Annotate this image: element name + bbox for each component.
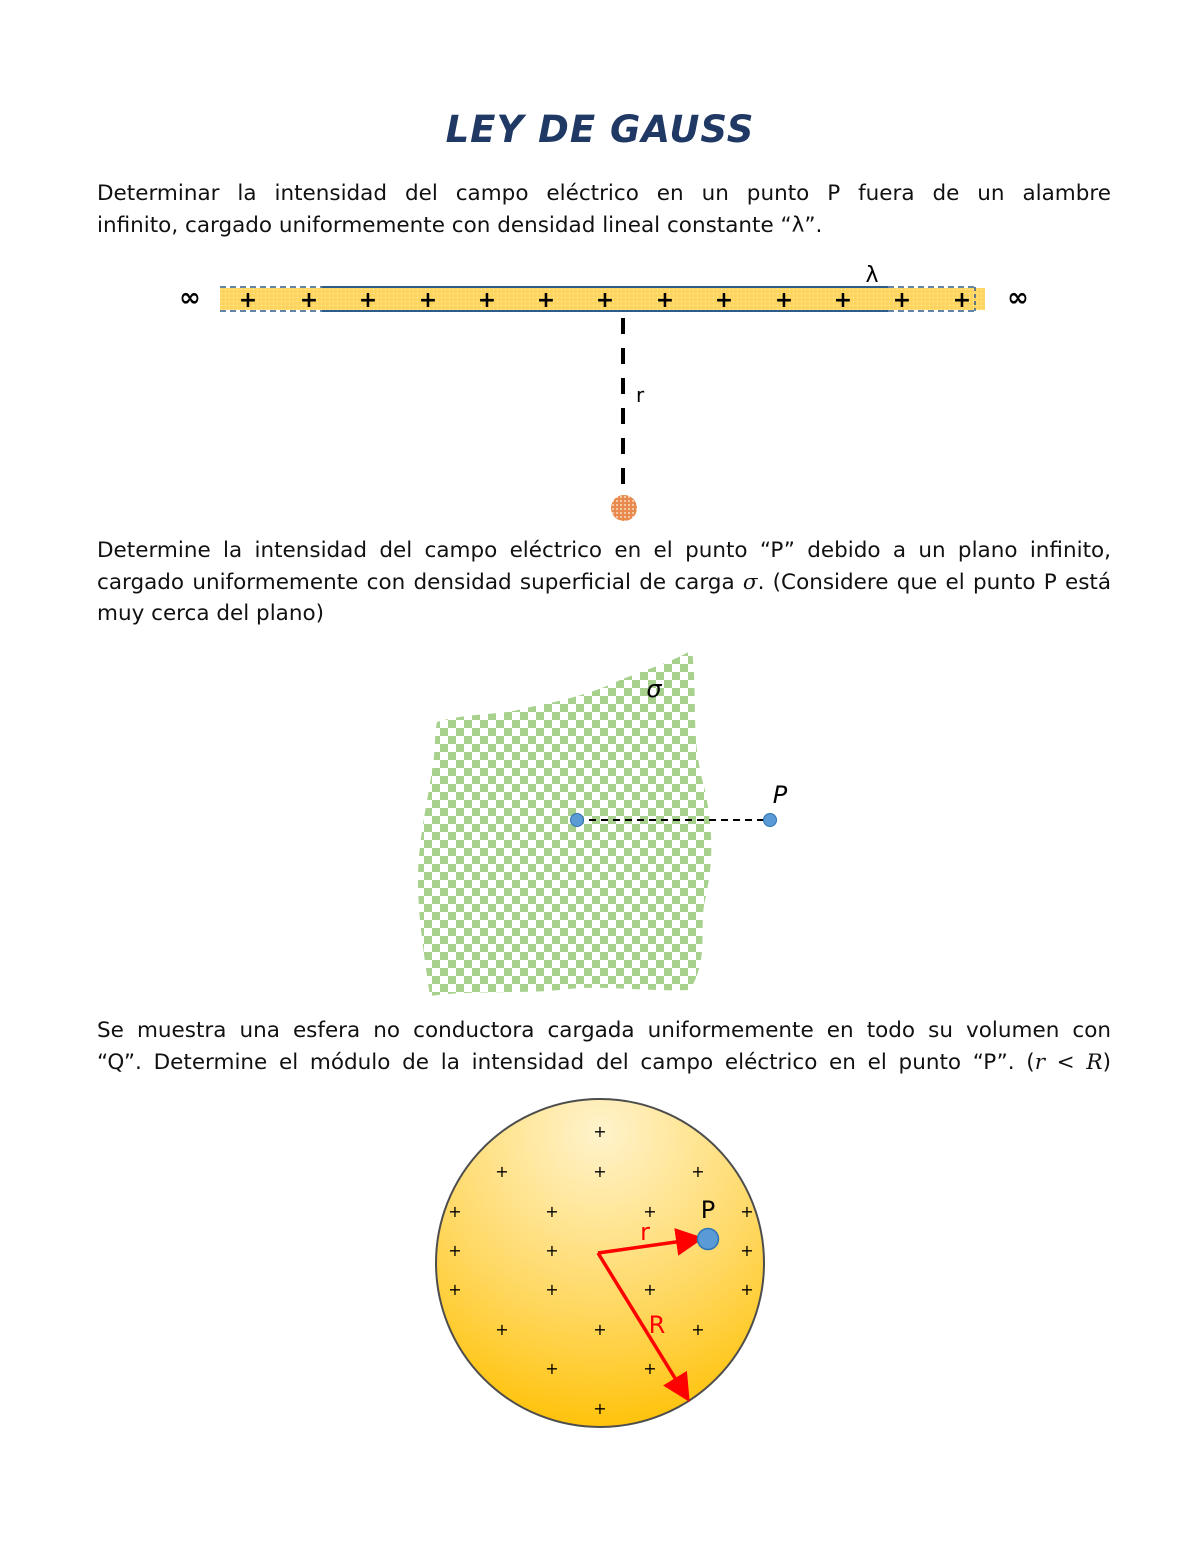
sphere-charge-plus: + xyxy=(495,1320,509,1339)
wire-charge-plus: + xyxy=(833,288,853,313)
sphere-charge-plus: + xyxy=(740,1202,754,1221)
sphere-charge-plus: + xyxy=(740,1280,754,1299)
sphere-charge-plus: + xyxy=(448,1280,462,1299)
plane-diagram xyxy=(418,650,788,996)
sphere-charge-plus: + xyxy=(691,1162,705,1181)
wire-charge-plus: + xyxy=(299,288,319,313)
sphere-charge-plus: + xyxy=(593,1122,607,1141)
wire-charge-plus: + xyxy=(774,288,794,313)
problem1-line1: Determinar la intensidad del campo eléctrico en un punto P fuera de un alambre xyxy=(97,181,1111,206)
point-p-marker xyxy=(764,814,777,827)
sphere-charge-plus: + xyxy=(740,1241,754,1260)
problem3-line1: Se muestra una esfera no conductora cargada uniformemente en todo su volumen con xyxy=(97,1018,1111,1043)
wire-charge-plus: + xyxy=(952,288,972,313)
sphere-charge-plus: + xyxy=(643,1280,657,1299)
problem3-line2-part2: ) xyxy=(1102,1049,1111,1075)
point-p-marker xyxy=(611,495,637,521)
sphere-p-label: P xyxy=(700,1196,716,1224)
page-title: LEY DE GAUSS xyxy=(445,108,755,151)
sphere-charge-plus: + xyxy=(545,1241,559,1260)
sphere-charge-plus: + xyxy=(545,1202,559,1221)
wire-charge-plus: + xyxy=(358,288,378,313)
wire-charge-plus: + xyxy=(477,288,497,313)
charged-sphere xyxy=(436,1099,764,1427)
plane-point xyxy=(571,814,584,827)
wire-charge-plus: + xyxy=(536,288,556,313)
sphere-diagram xyxy=(436,1099,764,1427)
r-label: r xyxy=(636,383,645,407)
sphere-charge-plus: + xyxy=(448,1202,462,1221)
infinity-left-symbol: ∞ xyxy=(179,283,201,313)
sphere-charge-plus: + xyxy=(448,1241,462,1260)
problem1-line2: infinito, cargado uniformemente con densidad lineal constante “λ”. xyxy=(97,212,823,238)
wire-charge-plus: + xyxy=(238,288,258,313)
sphere-charge-plus: + xyxy=(593,1399,607,1418)
sphere-charge-plus: + xyxy=(593,1162,607,1181)
sphere-charge-plus: + xyxy=(545,1280,559,1299)
infinity-right-symbol: ∞ xyxy=(1007,283,1029,313)
wire-charge-plus: + xyxy=(655,288,675,313)
wire-charge-plus: + xyxy=(714,288,734,313)
sphere-R-label: R xyxy=(648,1311,666,1339)
wire-charge-plus: + xyxy=(892,288,912,313)
point-p-marker xyxy=(698,1229,719,1250)
sphere-charge-plus: + xyxy=(643,1202,657,1221)
wire-charge-plus: + xyxy=(595,288,615,313)
sphere-charge-plus: + xyxy=(593,1320,607,1339)
sphere-charge-plus: + xyxy=(643,1359,657,1378)
problem2-text-part1: Determine la intensidad del campo eléctrico en el punto “P” debido a un plano infinito, cargado uniformemente con densidad superficial de carga xyxy=(97,538,1111,595)
wire-charge-plus: + xyxy=(418,288,438,313)
sphere-r-label: r xyxy=(640,1218,650,1246)
problem2-sigma-inline: σ xyxy=(742,569,758,595)
problem2-text-part2: . (Considere que el punto P está muy cerca del plano) xyxy=(97,569,1111,626)
charged-plane xyxy=(418,650,711,996)
problem3-line2-part1: “Q”. Determine el módulo de la intensidad del campo eléctrico en el punto “P”. ( xyxy=(97,1049,1035,1075)
problem3-condition: r < R xyxy=(1034,1049,1103,1075)
lambda-label: λ xyxy=(865,263,879,288)
sigma-label: σ xyxy=(646,675,662,703)
wire-diagram xyxy=(179,263,1029,521)
sphere-charge-plus: + xyxy=(545,1359,559,1378)
sphere-charge-plus: + xyxy=(691,1320,705,1339)
p-label: P xyxy=(772,781,788,809)
sphere-charge-plus: + xyxy=(495,1162,509,1181)
